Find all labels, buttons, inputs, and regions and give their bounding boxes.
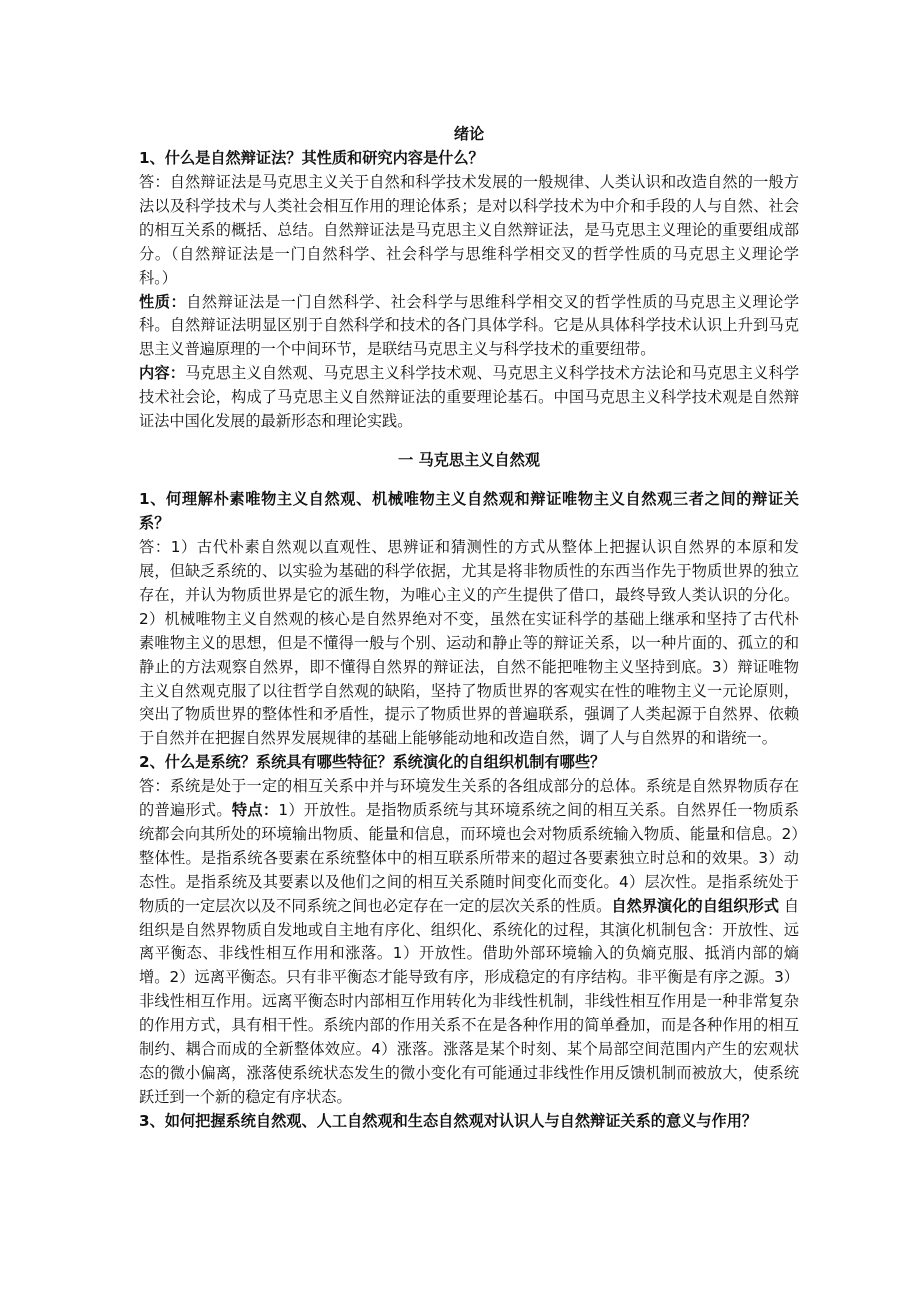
nature-label: 性质：	[139, 292, 187, 311]
nature-text: 自然辩证法是一门自然科学、社会科学与思维科学相交叉的哲学性质的马克思主义理论学科。自然辩证法明显区别于自然科学和技术的各门具体学科。它是从具体科学技术认识上升到马克思主义普遍原理的一个中间环节，是联结马克思主义与科学技术的重要纽带。	[139, 292, 800, 359]
intro-content-paragraph	[139, 362, 799, 434]
chapter-1-answer-2	[139, 775, 799, 1110]
chapter-1-title: 一 马克思主义自然观	[398, 451, 540, 470]
features-label: 特点：	[231, 801, 279, 820]
intro-nature-paragraph	[139, 291, 799, 363]
chapter-1-question-1: 1、何理解朴素唯物主义自然观、机械唯物主义自然观和辩证唯物主义自然观三者之间的辩证关系？	[139, 490, 799, 533]
chapter-1-question-3: 3、如何把握系统自然观、人工自然观和生态自然观对认识人与自然辩证关系的意义与作用？	[139, 1111, 758, 1130]
self-organization-label: 自然界演化的自组织形式	[611, 896, 779, 915]
answer-2-part-3: 自组织是自然界物质自发地或自主地有序化、组织化、系统化的过程，其演化机制包含：开放性、远离平衡态、非线性相互作用和涨落。1）开放性。借助外部环境输入的负熵克服、抵消内部的熵增。2）远离平衡态。只有非平衡态才能导致有序，形成稳定的有序结构。非平衡是有序之源。3）非线性相互作用。远离平衡态时内部相互作用转化为非线性机制，非线性相互作用是一种非常复杂的作用方式，具有相干性。系统内部的作用关系不在是各种作用的简单叠加，而是各种作用的相互制约、耦合而成的全新整体效应。4）涨落。涨落是某个时刻、某个局部空间范围内产生的宏观状态的微小偏离，涨落使系统状态发生的微小变化有可能通过非线性作用反馈机制而被放大，使系统跃迁到一个新的稳定有序状态。	[139, 896, 800, 1106]
answer-2-part-2: 1）开放性。是指物质系统与其环境系统之间的相互关系。自然界任一物质系统都会向其所处的环境输出物质、能量和信息，而环境也会对物质系统输入物质、能量和信息。2）整体性。是指系统各要素在系统整体中的相互联系所带来的超过各要素独立时总和的效果。3）动态性。是指系统及其要素以及他们之间的相互关系随时间变化而变化。4）层次性。是指系统处于物质的一定层次以及不同系统之间也必定存在一定的层次关系的性质。	[139, 801, 799, 915]
intro-title: 绪论	[453, 125, 485, 144]
content-label: 内容：	[139, 364, 186, 383]
answer-2-part-1: 答：系统是处于一定的相互关系中并与环境发生关系的各组成部分的总体。系统是自然界物质存在的普遍形式。	[139, 777, 799, 820]
document-page	[139, 108, 799, 1134]
chapter-1-answer-1: 答：1）古代朴素自然观以直观性、思辨证和猜测性的方式从整体上把握认识自然界的本原和发展，但缺乏系统的、以实验为基础的科学依据，尤其是将非物质性的东西当作先于物质世界的独立存在，并认为物质世界是它的派生物，为唯心主义的产生提供了借口，最终导致人类认识的分化。2）机械唯物主义自然观的核心是自然界绝对不变，虽然在实证科学的基础上继承和坚持了古代朴素唯物主义的思想，但是不懂得一般与个别、运动和静止等的辩证关系，以一种片面的、孤立的和静止的方法观察自然界，即不懂得自然界的辩证法，自然不能把唯物主义坚持到底。3）辩证唯物主义自然观克服了以往哲学自然观的缺陷，坚持了物质世界的客观实在性的唯物主义一元论原则，突出了物质世界的整体性和矛盾性，提示了物质世界的普遍联系，强调了人类起源于自然界、依赖于自然并在把握自然界发展规律的基础上能够能动地和改造自然，调了人与自然界的和谐统一。	[139, 538, 799, 748]
intro-question-1: 1、什么是自然辩证法？其性质和研究内容是什么？	[139, 149, 484, 168]
chapter-1-question-2: 2、什么是系统？系统具有哪些特征？系统演化的自组织机制有哪些？	[139, 753, 606, 772]
content-text: 马克思主义自然观、马克思主义科学技术观、马克思主义科学技术方法论和马克思主义科学技术社会论，构成了马克思主义自然辩证法的重要理论基石。中国马克思主义科学技术观是自然辩证法中国化发展的最新形态和理论实践。	[139, 364, 800, 431]
intro-answer-1: 答：自然辩证法是马克思主义关于自然和科学技术发展的一般规律、人类认识和改造自然的一般方法以及科学技术与人类社会相互作用的理论体系；是对以科学技术为中介和手段的人与自然、社会的相互关系的概括、总结。自然辩证法是马克思主义自然辩证法，是马克思主义理论的重要组成部分。（自然辩证法是一门自然科学、社会科学与思维科学相交叉的哲学性质的马克思主义理论学科。）	[139, 173, 799, 287]
